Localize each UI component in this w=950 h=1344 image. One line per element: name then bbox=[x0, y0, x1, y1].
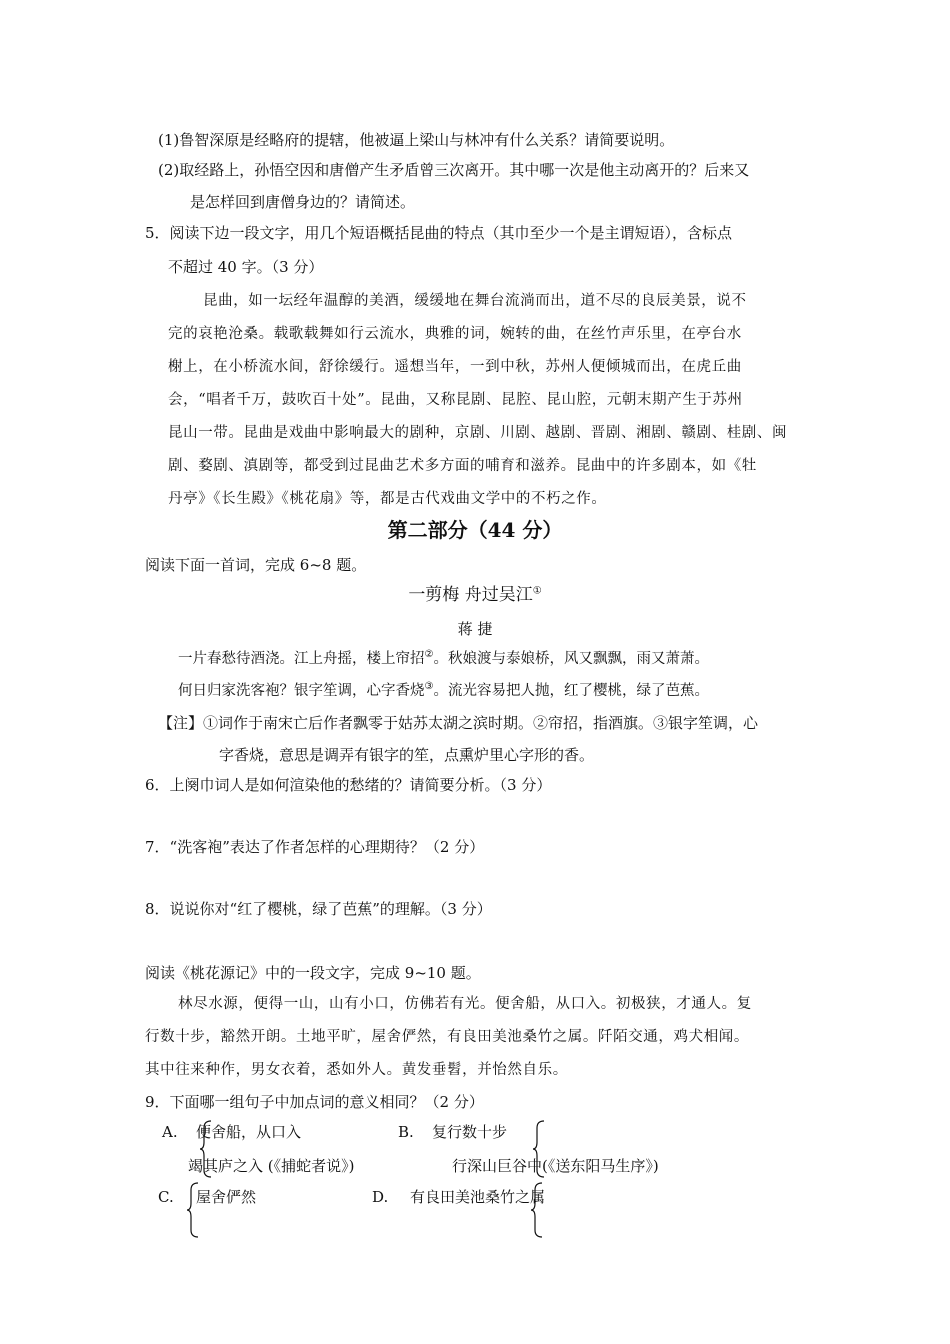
passage-line: 会，“唱者千万，鼓吹百十处”。昆曲，又称昆剧、昆腔、昆山腔，元朝末期产生于苏州 bbox=[168, 392, 743, 408]
reading-intro: 阅读《桃花源记》中的一段文字，完成 9~10 题。 bbox=[145, 964, 481, 982]
question-7: 7．“洗客袍”表达了作者怎样的心理期待？（2 分） bbox=[145, 838, 485, 856]
q4-sub2-line2: 是怎样回到唐僧身边的？请简述。 bbox=[190, 193, 416, 211]
option-a-line1: 便舍船，从口入 bbox=[196, 1123, 302, 1141]
option-c-line1: 屋舍俨然 bbox=[196, 1188, 257, 1206]
brace-icon bbox=[199, 1120, 213, 1178]
passage-line: 昆曲，如一坛经年温醇的美酒，缓缓地在舞台流淌而出，道不尽的良辰美景，说不 bbox=[203, 293, 747, 309]
poem-line: 何日归家洗客袍？银字笙调，心字香烧③。流光容易把人抛，红了樱桃，绿了芭蕉。 bbox=[178, 681, 709, 699]
question-6: 6．上阕巾词人是如何渲染他的愁绪的？请简要分析。（3 分） bbox=[145, 776, 552, 794]
option-b-line2: 行深山巨谷中(《送东阳马生序》) bbox=[452, 1157, 659, 1175]
section-title: 第二部分（44 分） bbox=[387, 518, 563, 542]
passage-line: 林尽水源，便得一山，山有小口，仿佛若有光。便舍船，从口入。初极狭，才通人。复 bbox=[178, 996, 752, 1012]
q4-sub1: (1)鲁智深原是经略府的提辖，他被逼上梁山与林冲有什么关系？请简要说明。 bbox=[158, 131, 675, 149]
poem-intro: 阅读下面一首词，完成 6~8 题。 bbox=[145, 556, 367, 574]
question-8: 8．说说你对“红了樱桃，绿了芭蕉”的理解。（3 分） bbox=[145, 900, 492, 918]
q5-line1: 5．阅读下边一段文字，用几个短语概括昆曲的特点（其巾至少一个是主谓短语），含标点 bbox=[145, 224, 733, 242]
passage-line: 完的哀艳沧桑。载歌载舞如行云流水，典雅的词，婉转的曲，在丝竹声乐里，在亭台水 bbox=[168, 326, 742, 342]
note-line1: 【注】①词作于南宋亡后作者飘零于姑苏太湖之滨时期。②帘招，指酒旗。③银字笙调，心 bbox=[158, 714, 759, 732]
q4-sub2-line1: (2)取经路上，孙悟空因和唐僧产生矛盾曾三次离开。其中哪一次是他主动离开的？后来又 bbox=[158, 161, 750, 179]
option-a-line2: 竭其庐之入 (《捕蛇者说》) bbox=[188, 1157, 355, 1175]
passage-line: 昆山一带。昆曲是戏曲中影响最大的剧种，京剧、川剧、越剧、晋剧、湘剧、赣剧、桂剧、闽 bbox=[168, 425, 788, 441]
brace-icon bbox=[186, 1182, 200, 1238]
footnote-mark: ① bbox=[532, 585, 542, 597]
passage-line: 其中往来种作，男女衣着，悉如外人。黄发垂髫，并怡然自乐。 bbox=[145, 1062, 568, 1078]
footnote-mark: ③ bbox=[424, 681, 434, 693]
passage-line: 行数十步，豁然开朗。土地平旷，屋舍俨然，有良田美池桑竹之属。阡陌交通，鸡犬相闻。 bbox=[145, 1029, 749, 1045]
option-d-line1: 有良田美池桑竹之属 bbox=[410, 1188, 546, 1206]
footnote-mark: ② bbox=[424, 649, 434, 661]
option-b-line1: 复行数十步 bbox=[432, 1123, 508, 1141]
poem-title: 一剪梅 舟过吴江① bbox=[408, 585, 542, 605]
question-9: 9．下面哪一组句子中加点词的意义相同？（2 分） bbox=[145, 1093, 484, 1111]
poem-line: 一片春愁待酒浇。江上舟摇，楼上帘招②。秋娘渡与泰娘桥，风又飘飘，雨又萧萧。 bbox=[178, 649, 709, 667]
brace-icon bbox=[532, 1120, 546, 1178]
passage-line: 榭上，在小桥流水间，舒徐缓行。遥想当年，一到中秋，苏州人便倾城而出，在虎丘曲 bbox=[168, 359, 742, 375]
poem-author: 蒋 捷 bbox=[457, 620, 493, 638]
passage-line: 剧、婺剧、滇剧等，都受到过昆曲艺术多方面的哺育和滋养。昆曲中的许多剧本，如《牡 bbox=[168, 458, 757, 474]
passage-line: 丹亭》《长生殿》《桃花扇》等，都是古代戏曲文学中的不朽之作。 bbox=[168, 491, 607, 507]
option-c-label: C. bbox=[158, 1188, 174, 1206]
option-b-label: B. bbox=[398, 1123, 414, 1141]
q5-line2: 不超过 40 字。（3 分） bbox=[168, 258, 324, 276]
brace-icon bbox=[530, 1182, 544, 1238]
option-a-label: A. bbox=[162, 1123, 178, 1141]
option-d-label: D. bbox=[372, 1188, 389, 1206]
note-line2: 字香烧，意思是调弄有银字的笙，点熏炉里心字形的香。 bbox=[219, 746, 595, 764]
